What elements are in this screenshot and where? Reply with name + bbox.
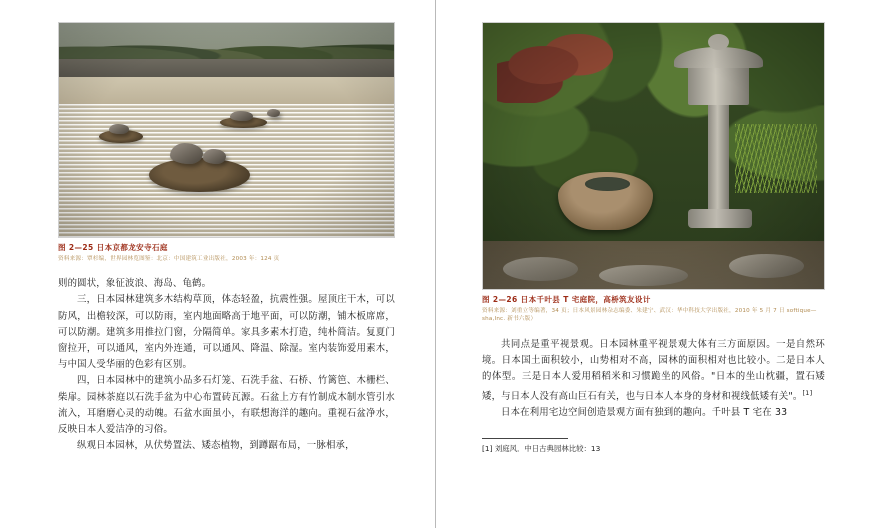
paragraph-text: 共同点是重平视景观。日本园林重平视景观大体有三方面原因。一是自然环境。日本国土面积较小，山势相对不高，园林的面积相对也比较小。二是日本人的体型。三是日本人爱用稻稻米和习惯跪坐的风俗。"日本的坐山枕疆，置石矮矮，与日本人没有高山巨石有关，也与日本人本身的身材和视线低矮有关"。: [482, 338, 825, 403]
paragraph: 则的圆状，象征波浪、海岛、龟鹤。: [58, 278, 212, 290]
footnote-divider: [482, 438, 568, 439]
figure-source: 资料来源：刘重立等编著，34 页；日本风景园林杂志编委、朱建宁、武汉：华中科技大学出版社，2010 年 5 月 7 日 softique—sha,Inc. 新书六版）: [482, 307, 817, 323]
figure-caption: 图 2—26 日本千叶县 T 宅庭院，高桥筑友设计: [482, 295, 651, 304]
footnote-text: [1] 刘庭风．中日古典园林比较：13: [482, 443, 601, 453]
left-body-text: [58, 276, 395, 454]
right-body-text: [482, 337, 825, 422]
ryoanji-rock-garden-photo: [58, 22, 395, 238]
figure-caption: 图 2—25 日本京都龙安寺石庭: [58, 243, 168, 252]
footnote-reference: [1]: [802, 389, 813, 398]
paragraph: 四，日本园林中的建筑小品多石灯笼、石洗手盆、石桥、竹篱笆、木栅栏、柴扉。园林茶庭以石洗手盆为中心布置砖瓦源。石盆上方有竹制成木制水管引水流入，耳磨磨心灵的动魄。石盆水面虽小，有联想海洋的趣向。重视石盆净水，反映日本人爱洁净的习俗。: [58, 375, 395, 435]
chiba-t-residence-garden-photo: [482, 22, 825, 290]
paragraph: 三，日本园林建筑多木结构草顶，体态轻盈，抗震性强。屋顶庄干木，可以防风，出檐较深，可以防雨，室内地面略高于地平面，可以防潮，铺木板席席，可以防潮。建筑多用推拉门窗，分隔简单。家具多素木打造，纯朴简洁。复夏门窗拉开，可以通风，室内外连通，可以通风、降温、除湿。室内装饰爱用素木，与中国人受华丽的色彩有区别。: [58, 294, 395, 371]
paragraph: 纵观日本园林，从伏势置法、矮态植物，到蹲踞布局，一脉相承，: [77, 440, 355, 452]
photo-vignette: [59, 23, 394, 237]
right-page: [436, 0, 871, 528]
figure-2-25: [58, 22, 395, 263]
paragraph: [482, 337, 825, 406]
figure-source: 资料来源：覃杉编，世界园林览图鉴：北京：中国建筑工业出版社，2003 年：124 页: [58, 255, 280, 262]
figure-2-26: [482, 22, 825, 324]
photo-vignette: [483, 23, 824, 289]
left-page: [0, 0, 435, 528]
paragraph: 日本在利用宅边空间创造景观方面有独到的趣向。千叶县 T 宅在 33: [501, 407, 788, 419]
